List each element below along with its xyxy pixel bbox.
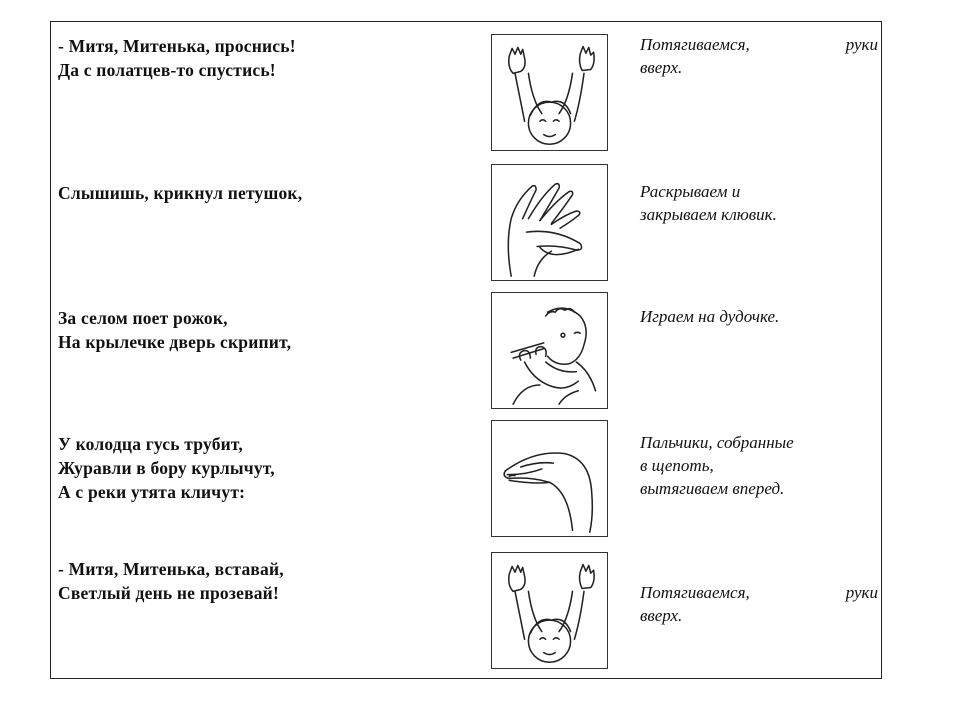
verse-row-1 <box>58 34 468 82</box>
verse-line: Журавли в бору курлычут, <box>58 458 275 478</box>
verse-row-2 <box>58 181 468 205</box>
hand-beak-gesture-icon <box>491 164 608 281</box>
verse-line: Да с полатцев-то спустись! <box>58 60 276 80</box>
child-stretching-arms-up-icon <box>491 34 608 151</box>
verse-line: Слышишь, крикнул петушок, <box>58 183 303 203</box>
verse-line: Светлый день не прозевай! <box>58 583 279 603</box>
action-row-1 <box>640 33 880 79</box>
action-line: в щепоть, <box>640 456 714 475</box>
hand-pinched-fingers-icon <box>491 420 608 537</box>
verse-row-4 <box>58 432 468 504</box>
action-line: вытягиваем вперед. <box>640 479 785 498</box>
verse-line: А с реки утята кличут: <box>58 482 246 502</box>
action-line: Раскрываем и <box>640 182 741 201</box>
verse-line: - Митя, Митенька, вставай, <box>58 559 284 579</box>
action-word: Потягиваемся, <box>640 583 750 602</box>
action-word: руки <box>845 35 878 54</box>
verse-line: На крылечке дверь скрипит, <box>58 332 292 352</box>
action-row-4 <box>640 431 880 500</box>
action-word: руки <box>845 583 878 602</box>
action-row-2 <box>640 180 880 226</box>
action-row-3 <box>640 305 880 328</box>
child-playing-pipe-icon <box>491 292 608 409</box>
action-line <box>640 581 878 604</box>
child-stretching-arms-up-icon <box>491 552 608 669</box>
action-row-5 <box>640 581 880 627</box>
action-line: вверх. <box>640 58 683 77</box>
action-line: Пальчики, собранные <box>640 433 794 452</box>
verse-line: За селом поет рожок, <box>58 308 228 328</box>
action-line: вверх. <box>640 606 683 625</box>
action-line <box>640 33 878 56</box>
verse-line: - Митя, Митенька, проснись! <box>58 36 296 56</box>
verse-row-3 <box>58 306 468 354</box>
action-line: закрываем клювик. <box>640 205 777 224</box>
verse-row-5 <box>58 557 468 605</box>
verse-line: У колодца гусь трубит, <box>58 434 243 454</box>
action-line: Играем на дудочке. <box>640 307 780 326</box>
action-word: Потягиваемся, <box>640 35 750 54</box>
